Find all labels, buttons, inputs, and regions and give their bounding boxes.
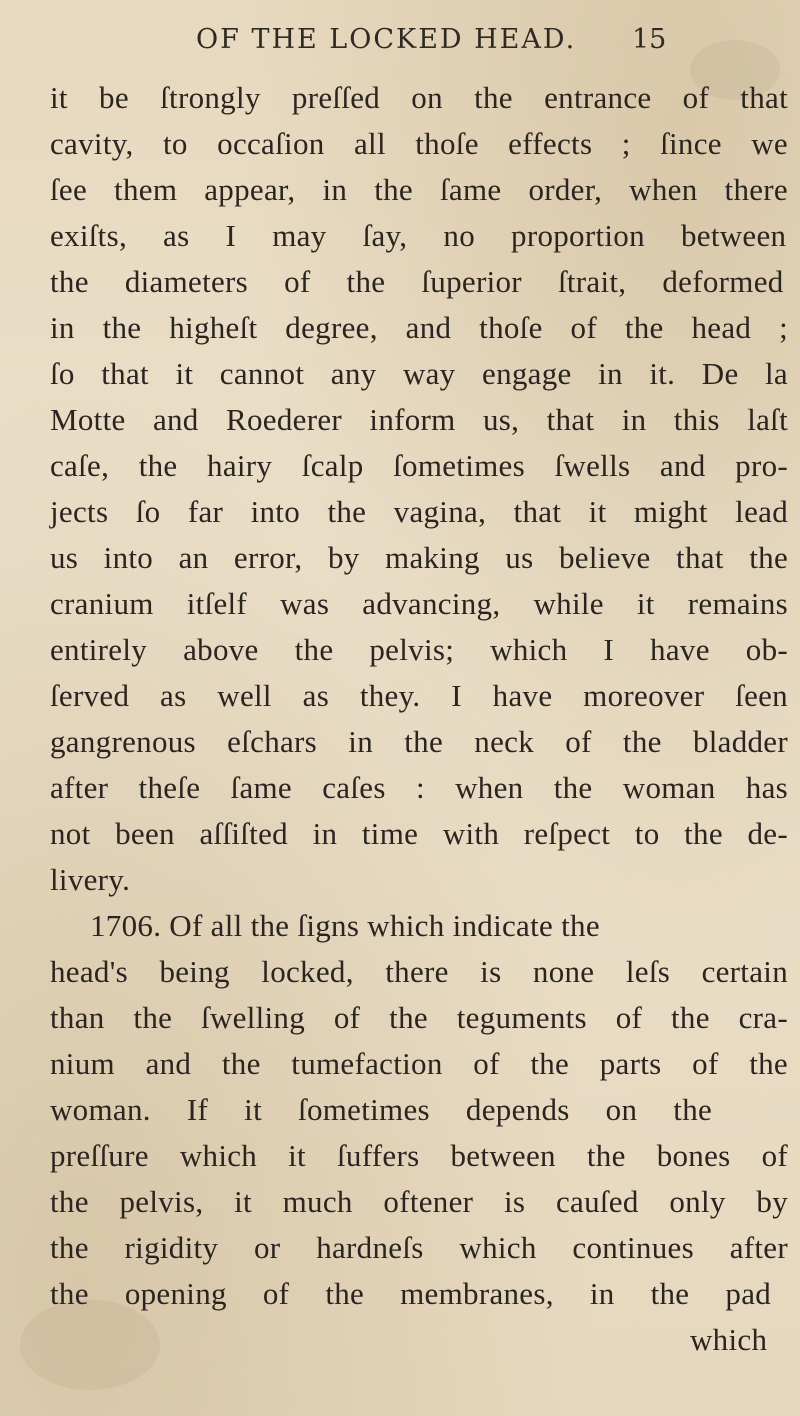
text-line: the pelvis, it much oftener is cauſed only by <box>50 1184 788 1219</box>
text-line: the rigidity or hardneſs which continues after <box>50 1230 788 1265</box>
text-line: gangrenous eſchars in the neck of the bladder <box>50 724 788 759</box>
running-head: OF THE LOCKED HEAD. <box>196 24 577 55</box>
text-line: than the ſwelling of the teguments of the cra- <box>50 1000 788 1035</box>
text-line: ſee them appear, in the ſame order, when there <box>50 172 788 207</box>
text-line: it be ſtrongly preſſed on the entrance of that <box>50 80 788 115</box>
text-line: woman. If it ſometimes depends on the <box>50 1092 713 1127</box>
text-line: exiſts, as I may ſay, no proportion between <box>50 218 787 253</box>
text-line: entirely above the pelvis; which I have ob- <box>50 632 788 667</box>
page-header <box>0 18 800 70</box>
text-line: preſſure which it ſuffers between the bones of <box>50 1138 788 1173</box>
text-line: ſo that it cannot any way engage in it. De la <box>50 356 788 391</box>
text-line: in the higheſt degree, and thoſe of the head ; <box>50 310 788 345</box>
text-line: 1706. Of all the ſigns which indicate the <box>90 908 600 943</box>
catchword: which <box>690 1322 768 1357</box>
text-line: not been aſſiſted in time with reſpect to the de- <box>50 816 788 851</box>
text-line: after theſe ſame caſes : when the woman has <box>50 770 788 805</box>
text-line: us into an error, by making us believe that the <box>50 540 788 575</box>
text-line: cranium itſelf was advancing, while it remains <box>50 586 788 621</box>
text-line: jects ſo far into the vagina, that it might lead <box>50 494 788 529</box>
text-line: ſerved as well as they. I have moreover ſeen <box>50 678 788 713</box>
text-line: Motte and Roederer inform us, that in this laſt <box>50 402 788 437</box>
text-line: caſe, the hairy ſcalp ſometimes ſwells and pro- <box>50 448 788 483</box>
text-line: head's being locked, there is none leſs certain <box>50 954 788 989</box>
page-number: 15 <box>632 24 667 55</box>
text-line: the diameters of the ſuperior ſtrait, deformed <box>50 264 784 299</box>
text-line: nium and the tumefaction of the parts of the <box>50 1046 788 1081</box>
text-line: the opening of the membranes, in the pad <box>50 1276 772 1311</box>
text-line: livery. <box>50 862 131 897</box>
text-line: cavity, to occaſion all thoſe effects ; ſince we <box>50 126 788 161</box>
